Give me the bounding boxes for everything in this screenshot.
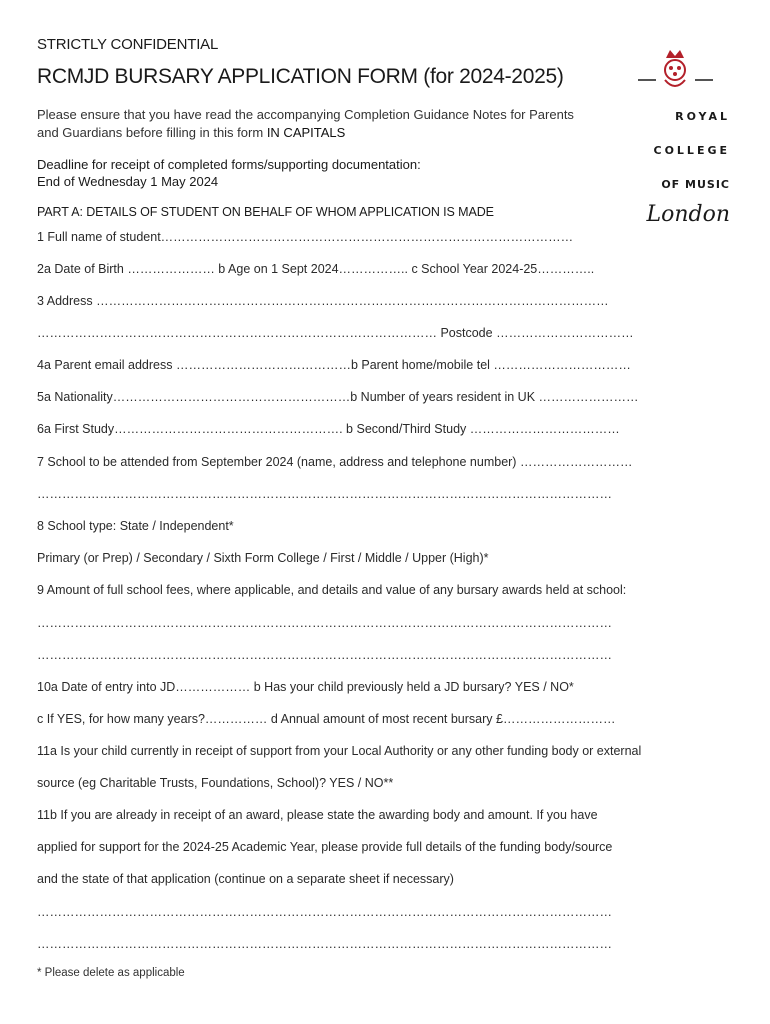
field-row[interactable]: 10a Date of entry into JD……………… b Has your child previously held a JD bursary? YES / NO* xyxy=(37,680,574,694)
field-row: applied for support for the 2024-25 Academic Year, please provide full details of the funding body/source xyxy=(37,840,613,854)
form-title: RCMJD BURSARY APPLICATION FORM (for 2024-2025) xyxy=(37,65,564,88)
logo-line-london: London xyxy=(646,202,730,227)
field-row[interactable]: 8 School type: State / Independent* xyxy=(37,519,234,533)
intro-text xyxy=(37,106,597,142)
deadline-line-1: Deadline for receipt of completed forms/supporting documentation: xyxy=(37,157,421,172)
footnote: * Please delete as applicable xyxy=(37,967,185,979)
field-row[interactable]: ………………………………………………………………………………………………………………………… xyxy=(37,937,612,951)
logo-line-ofmusic: OF MUSIC xyxy=(661,178,730,191)
field-row[interactable]: 2a Date of Birth ………………… b Age on 1 Sept 2024…………….. c School Year 2024-25………….. xyxy=(37,262,595,276)
logo-line-college: COLLEGE xyxy=(653,144,730,157)
field-row: and the state of that application (continue on a separate sheet if necessary) xyxy=(37,872,454,886)
field-row[interactable]: 6a First Study………………………………………………. b Second/Third Study ……………………………… xyxy=(37,422,620,436)
logo-line-royal: ROYAL xyxy=(675,110,730,123)
deadline-note xyxy=(37,156,597,190)
crest-icon xyxy=(638,44,713,94)
intro-body: Please ensure that you have read the accompanying Completion Guidance Notes for Parents and Guardians before filling in this form xyxy=(37,107,574,140)
intro-emphasis: IN CAPITALS xyxy=(266,125,346,140)
field-row: 9 Amount of full school fees, where applicable, and details and value of any bursary awards held at school: xyxy=(37,583,627,597)
field-row: 11b If you are already in receipt of an award, please state the awarding body and amount. If you have xyxy=(37,808,598,822)
field-row[interactable]: 1 Full name of student……………………………………………………………………………………… xyxy=(37,230,574,244)
rcm-logo xyxy=(620,44,730,234)
field-row[interactable]: …………………………………………………………………………………… Postcode …………………………… xyxy=(37,326,634,340)
field-row[interactable]: source (eg Charitable Trusts, Foundations, School)? YES / NO** xyxy=(37,776,394,790)
field-row[interactable]: 5a Nationality…………………………………………………b Number of years resident in UK …………………… xyxy=(37,390,639,404)
field-row[interactable]: ………………………………………………………………………………………………………………………… xyxy=(37,905,612,919)
confidential-label: STRICTLY CONFIDENTIAL xyxy=(37,36,219,53)
field-row[interactable]: ………………………………………………………………………………………………………………………… xyxy=(37,616,612,630)
field-row[interactable]: 7 School to be attended from September 2024 (name, address and telephone number) ……………………… xyxy=(37,455,633,469)
field-row[interactable]: c If YES, for how many years?…………… d Annual amount of most recent bursary £……………………… xyxy=(37,712,616,726)
field-row[interactable]: ………………………………………………………………………………………………………………………… xyxy=(37,648,612,662)
field-row: 11a Is your child currently in receipt of support from your Local Authority or any other funding body or external xyxy=(37,744,642,758)
part-a-heading: PART A: DETAILS OF STUDENT ON BEHALF OF WHOM APPLICATION IS MADE xyxy=(37,205,494,219)
field-row[interactable]: ………………………………………………………………………………………………………………………… xyxy=(37,487,612,501)
field-row[interactable]: 4a Parent email address ……………………………………b Parent home/mobile tel …………………………… xyxy=(37,358,631,372)
field-row[interactable]: Primary (or Prep) / Secondary / Sixth Form College / First / Middle / Upper (High)* xyxy=(37,551,489,565)
deadline-line-2: End of Wednesday 1 May 2024 xyxy=(37,174,219,189)
field-row[interactable]: 3 Address …………………………………………………………………………………………………………… xyxy=(37,294,609,308)
